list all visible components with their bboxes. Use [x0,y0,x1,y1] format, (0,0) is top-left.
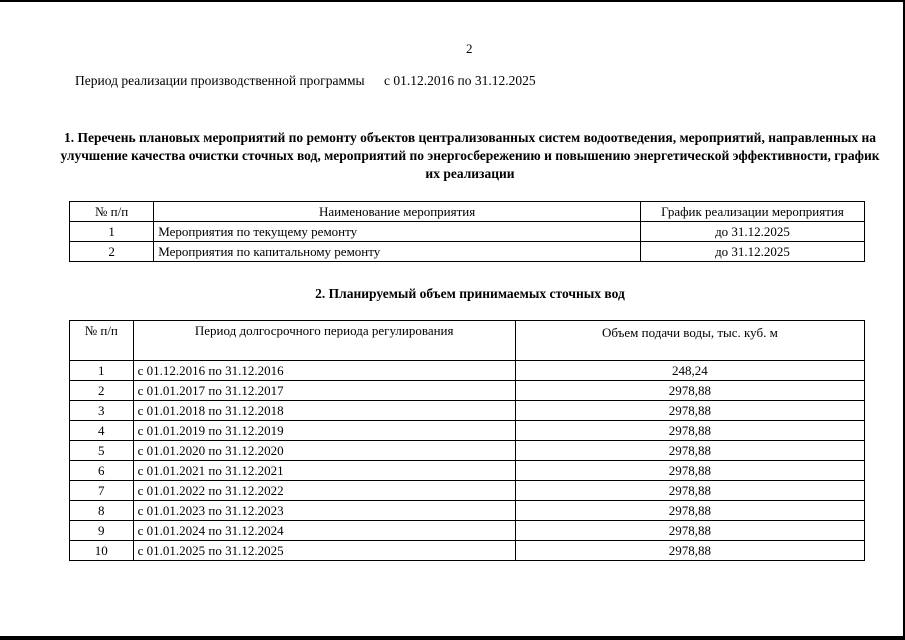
scan-border-bottom [0,636,905,640]
table-row [70,401,865,421]
wastewater-volume-table [69,320,865,561]
row-number: 6 [70,461,134,481]
table-header-row [70,202,865,222]
row-number: 8 [70,501,134,521]
row-number: 2 [70,381,134,401]
table-row [70,521,865,541]
volume-value: 2978,88 [515,401,864,421]
table-row [70,361,865,381]
table-row [70,222,865,242]
row-number: 9 [70,521,134,541]
table-row [70,421,865,441]
measures-table [69,201,865,262]
section2-title: 2. Планируемый объем принимаемых сточных вод [315,286,625,301]
column-header-measure-name: Наименование мероприятия [154,202,641,222]
volume-value: 2978,88 [515,501,864,521]
row-number: 3 [70,401,134,421]
row-number: 4 [70,421,134,441]
period-range: с 01.01.2018 по 31.12.2018 [133,401,515,421]
row-number: 1 [70,361,134,381]
period-range: с 01.01.2025 по 31.12.2025 [133,541,515,561]
column-header-number: № п/п [70,202,154,222]
volume-value: 2978,88 [515,481,864,501]
column-header-schedule: График реализации мероприятия [641,202,865,222]
period-range: с 01.01.2021 по 31.12.2021 [133,461,515,481]
volume-value: 2978,88 [515,381,864,401]
period-range: с 01.01.2023 по 31.12.2023 [133,501,515,521]
volume-value: 2978,88 [515,521,864,541]
period-range: с 01.01.2019 по 31.12.2019 [133,421,515,441]
row-number: 1 [70,222,154,242]
volume-value: 2978,88 [515,541,864,561]
table-row [70,541,865,561]
table-row [70,242,865,262]
scan-border-top [0,0,905,2]
volume-value: 2978,88 [515,421,864,441]
volume-value: 2978,88 [515,461,864,481]
period-range: с 01.01.2024 по 31.12.2024 [133,521,515,541]
table-row [70,441,865,461]
table-row [70,461,865,481]
period-value: с 01.12.2016 по 31.12.2025 [384,73,536,88]
page-number: 2 [466,41,473,56]
volume-value: 2978,88 [515,441,864,461]
column-header-number: № п/п [70,321,134,361]
column-header-period: Период долгосрочного периода регулирования [133,321,515,361]
table-header-row [70,321,865,361]
volume-value: 248,24 [515,361,864,381]
table-row [70,381,865,401]
row-number: 7 [70,481,134,501]
row-number: 10 [70,541,134,561]
period-range: с 01.01.2022 по 31.12.2022 [133,481,515,501]
period-range: с 01.01.2020 по 31.12.2020 [133,441,515,461]
row-number: 2 [70,242,154,262]
column-header-volume: Объем подачи воды, тыс. куб. м [515,321,864,361]
period-label: Период реализации производственной программы [75,73,365,88]
measure-name: Мероприятия по текущему ремонту [154,222,641,242]
period-range: с 01.12.2016 по 31.12.2016 [133,361,515,381]
period-range: с 01.01.2017 по 31.12.2017 [133,381,515,401]
measure-deadline: до 31.12.2025 [641,242,865,262]
table-row [70,481,865,501]
row-number: 5 [70,441,134,461]
measure-deadline: до 31.12.2025 [641,222,865,242]
table-row [70,501,865,521]
section1-title: 1. Перечень плановых мероприятий по ремонту объектов централизованных систем водоотведения, мероприятий, направленных на улучшение качества очистки сточных вод, мероприятий по энергосбережению и повышению энергетической эффективности, график их реализации [60,130,880,181]
measure-name: Мероприятия по капитальному ремонту [154,242,641,262]
